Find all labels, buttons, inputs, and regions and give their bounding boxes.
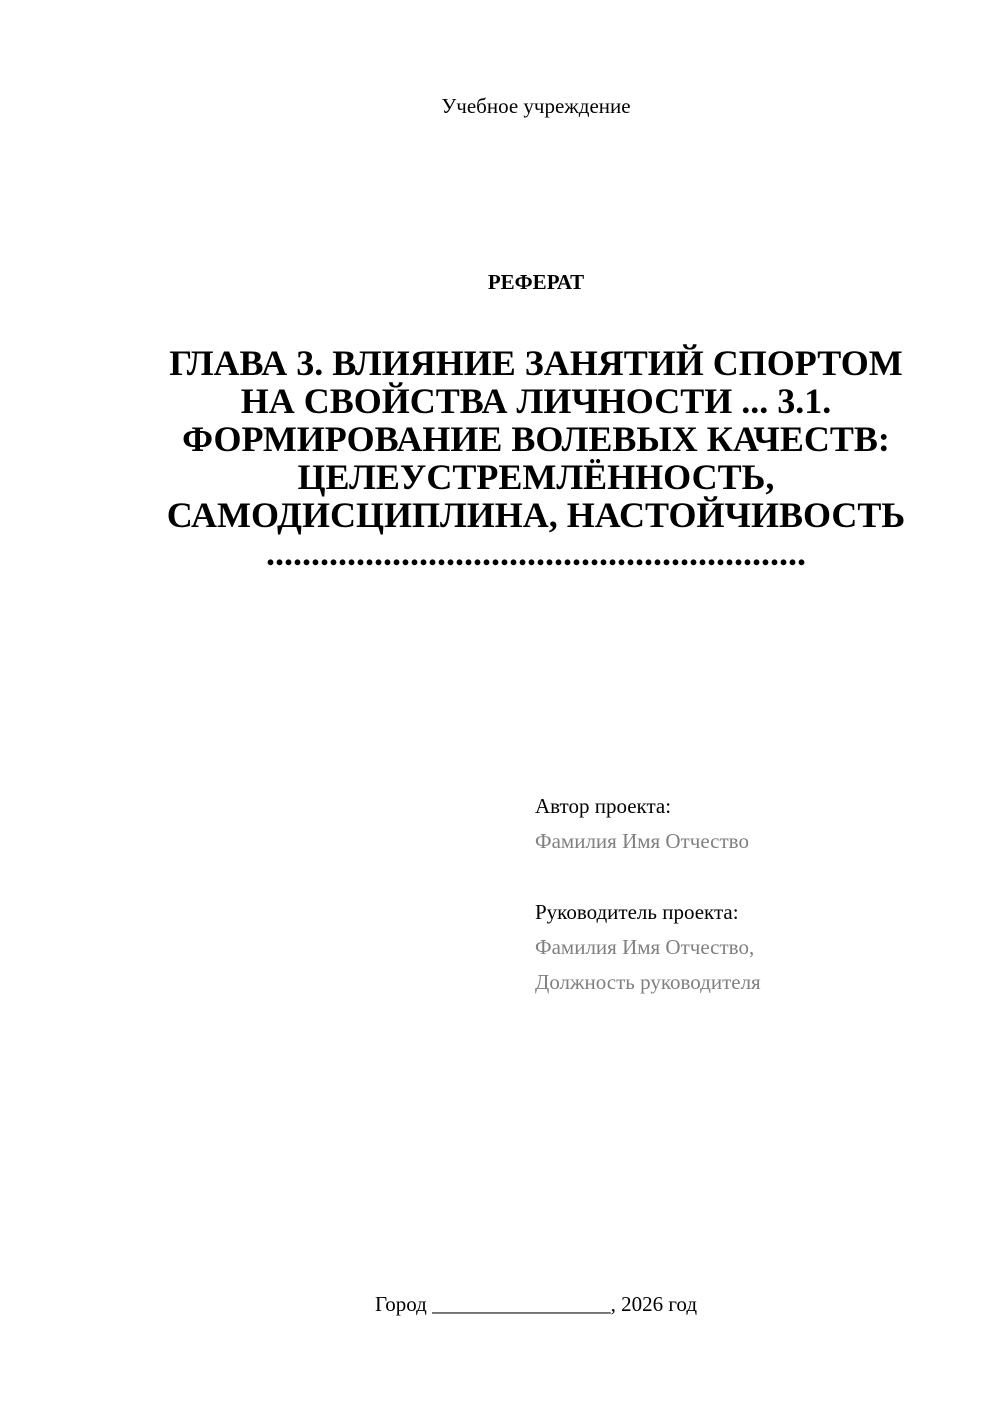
author-name: Фамилия Имя Отчество: [535, 829, 749, 853]
document-type: РЕФЕРАТ: [487, 270, 585, 294]
supervisor-name: Фамилия Имя Отчество,: [535, 935, 755, 959]
supervisor-position: Должность руководителя: [535, 970, 761, 994]
document-title: ГЛАВА 3. ВЛИЯНИЕ ЗАНЯТИЙ СПОРТОМ НА СВОЙСТВА ЛИЧНОСТИ ... 3.1. ФОРМИРОВАНИЕ ВОЛЕВЫХ КАЧЕСТВ: ЦЕЛЕУСТРЕМЛЁННОСТЬ, САМОДИСЦИПЛИНА, НАСТОЙЧИВОСТЬ ............................................................: [166, 343, 906, 573]
author-label: Автор проекта:: [535, 794, 672, 818]
city-year-line: Город _________________, 2026 год: [374, 1292, 698, 1316]
supervisor-label: Руководитель проекта:: [535, 900, 739, 924]
author-block: [535, 789, 975, 1000]
institution-name: Учебное учреждение: [441, 94, 631, 118]
block-spacer: [535, 859, 975, 895]
